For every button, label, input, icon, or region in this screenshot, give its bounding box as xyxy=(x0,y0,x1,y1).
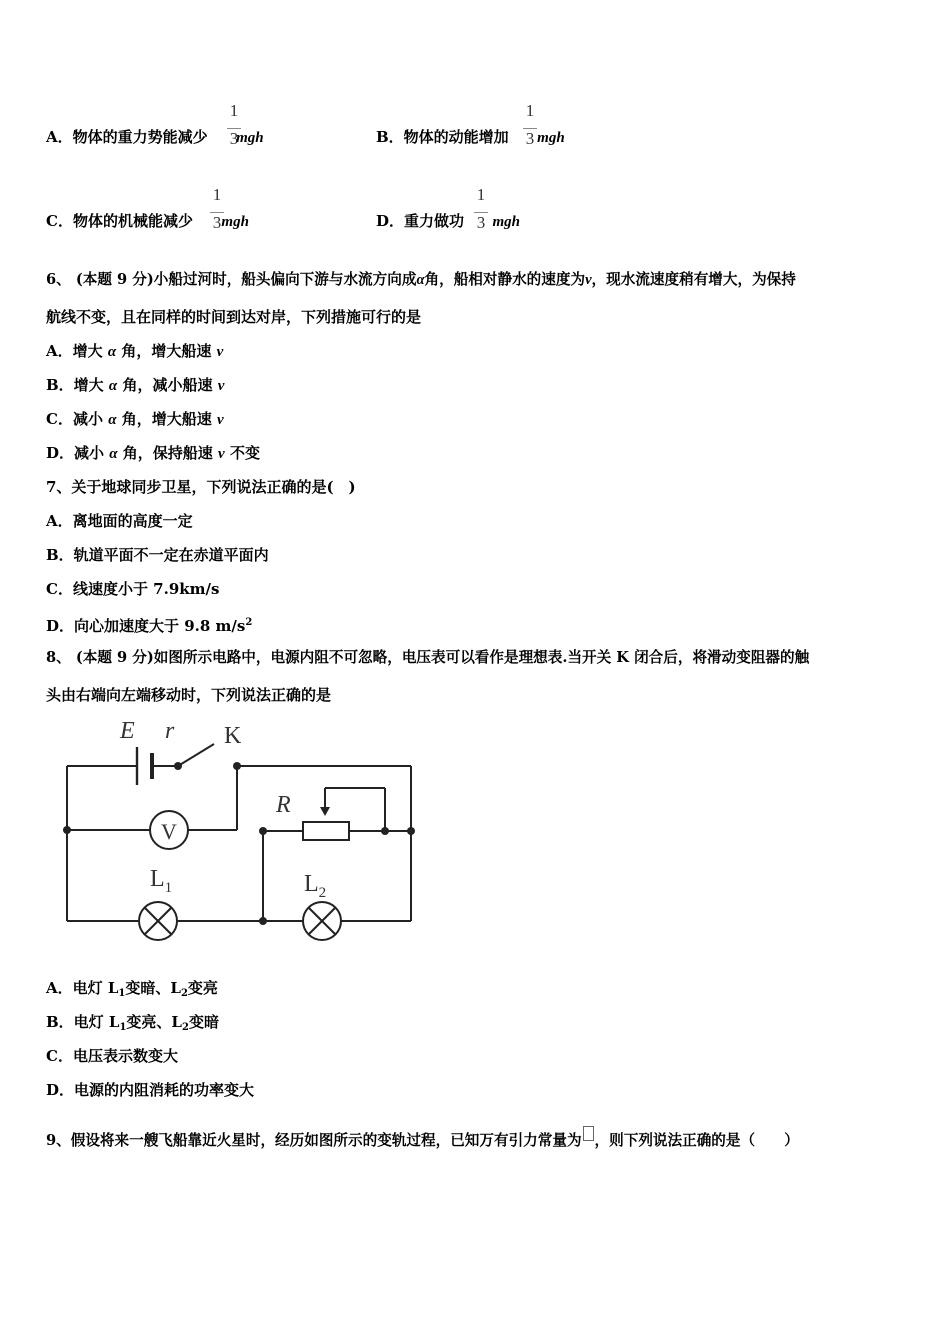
label-L2: L xyxy=(304,871,319,897)
stem-text: 6、 (本题 9 分)小船过河时，船头偏向下游与水流方向成 xyxy=(46,271,417,288)
q6-option-c[interactable] xyxy=(46,409,224,430)
fraction-numerator: 1 xyxy=(476,185,486,204)
label-L1-sub: 1 xyxy=(164,880,173,896)
v-symbol: v xyxy=(216,344,224,360)
label-V: V xyxy=(161,819,177,844)
stem-text: ，现水流速度稍有增大，为保持 xyxy=(591,271,796,288)
v-symbol: v xyxy=(218,446,225,462)
label-R: R xyxy=(276,792,291,818)
option-text: D．减小 xyxy=(46,444,105,462)
fraction-numerator: 1 xyxy=(212,185,222,204)
q7-option-c[interactable]: C．线速度小于 7.9km/s xyxy=(46,580,220,598)
subscript: 1 xyxy=(119,1022,127,1033)
fraction-numerator: 1 xyxy=(229,101,239,120)
option-text: B．增大 xyxy=(46,376,104,394)
q6-option-d[interactable] xyxy=(46,443,260,464)
q8-option-c[interactable]: C．电压表示数变大 xyxy=(46,1047,178,1065)
label-r: r xyxy=(165,718,175,744)
q9-stem xyxy=(46,1126,799,1151)
q8-stem-line1: 8、 (本题 9 分)如图所示电路中，电源内阻不可忽略，电压表可以看作是理想表.当开关 K 闭合后，将滑动变阻器的触 xyxy=(46,649,810,666)
label-E: E xyxy=(120,718,135,744)
option-text: 角，增大船速 xyxy=(121,410,212,428)
superscript: 2 xyxy=(245,617,253,628)
q8-stem-line2: 头由右端向左端移动时，下列说法正确的是 xyxy=(46,686,332,704)
option-text: 不变 xyxy=(229,444,260,462)
q6-stem-line1 xyxy=(46,270,796,290)
subscript: 2 xyxy=(180,988,188,999)
v-symbol: v xyxy=(217,378,225,394)
stem-text: 9、假设将来一艘飞船靠近火星时，经历如图所示的变轨过程，已知万有引力常量为 xyxy=(46,1132,582,1149)
q6-stem-line2: 航线不变，且在同样的时间到达对岸，下列措施可行的是 xyxy=(46,308,422,326)
fraction-denominator: 3 xyxy=(227,128,241,149)
option-text: B．物体的动能增加 xyxy=(376,128,509,146)
option-text: A．物体的重力势能减少 xyxy=(46,128,208,146)
svg-text:L2 xyxy=(304,871,326,901)
option-text: A．增大 xyxy=(46,342,103,360)
option-text: B．电灯 L xyxy=(46,1013,120,1031)
option-text: C．减小 xyxy=(46,410,103,428)
q8-option-a[interactable] xyxy=(46,978,218,1004)
fraction-denominator: 3 xyxy=(474,212,488,233)
fraction-denominator: 3 xyxy=(210,212,224,233)
q5-option-a[interactable] xyxy=(46,127,264,148)
q5-option-b[interactable] xyxy=(376,127,565,148)
label-K: K xyxy=(224,723,242,749)
fraction-numerator: 1 xyxy=(525,101,535,120)
missing-glyph-box xyxy=(583,1126,594,1141)
option-text: 角，减小船速 xyxy=(122,376,213,394)
option-text: 变暗 xyxy=(188,1013,219,1031)
label-L1: L xyxy=(150,866,165,892)
circuit-diagram xyxy=(0,700,450,950)
label-L2-sub: 2 xyxy=(318,885,327,901)
alpha-symbol: α xyxy=(108,378,118,394)
option-text: 变暗、L xyxy=(125,979,181,997)
option-text: C．物体的机械能减少 xyxy=(46,212,193,230)
subscript: 1 xyxy=(118,988,126,999)
option-text: 变亮、L xyxy=(126,1013,182,1031)
q7-stem: 7、关于地球同步卫星，下列说法正确的是( ) xyxy=(46,478,356,496)
alpha-symbol: α xyxy=(107,344,117,360)
option-text: 变亮 xyxy=(187,979,218,997)
q6-option-a[interactable] xyxy=(46,341,223,362)
q5-option-d[interactable] xyxy=(376,211,520,232)
alpha-symbol: α xyxy=(416,272,425,288)
stem-text: 角，船相对静水的速度为 xyxy=(424,271,586,288)
option-text: 角，保持船速 xyxy=(122,444,213,462)
q7-option-a[interactable]: A．离地面的高度一定 xyxy=(46,512,193,530)
stem-text: ，则下列说法正确的是（ ） xyxy=(594,1132,799,1149)
q6-option-b[interactable] xyxy=(46,375,224,396)
option-text: 角，增大船速 xyxy=(121,342,212,360)
option-unit: mgh xyxy=(236,130,264,146)
option-unit: mgh xyxy=(221,214,249,230)
option-unit: mgh xyxy=(537,130,565,146)
option-unit: mgh xyxy=(492,214,520,230)
q5-option-c[interactable] xyxy=(46,211,249,232)
q8-option-b[interactable] xyxy=(46,1012,219,1038)
alpha-symbol: α xyxy=(108,412,117,428)
v-symbol: v xyxy=(216,412,224,428)
fraction-denominator: 3 xyxy=(523,128,537,149)
v-symbol: v xyxy=(585,272,592,288)
subscript: 2 xyxy=(181,1022,189,1033)
q8-option-d[interactable]: D．电源的内阻消耗的功率变大 xyxy=(46,1081,255,1099)
option-text: D．向心加速度大于 9.8 m/s xyxy=(46,617,246,635)
alpha-symbol: α xyxy=(109,446,118,462)
option-text: A．电灯 L xyxy=(46,979,119,997)
option-text: D．重力做功 xyxy=(376,212,465,230)
svg-text:L1 xyxy=(150,866,172,896)
q7-option-d[interactable] xyxy=(46,613,252,636)
q7-option-b[interactable]: B．轨道平面不一定在赤道平面内 xyxy=(46,546,269,564)
